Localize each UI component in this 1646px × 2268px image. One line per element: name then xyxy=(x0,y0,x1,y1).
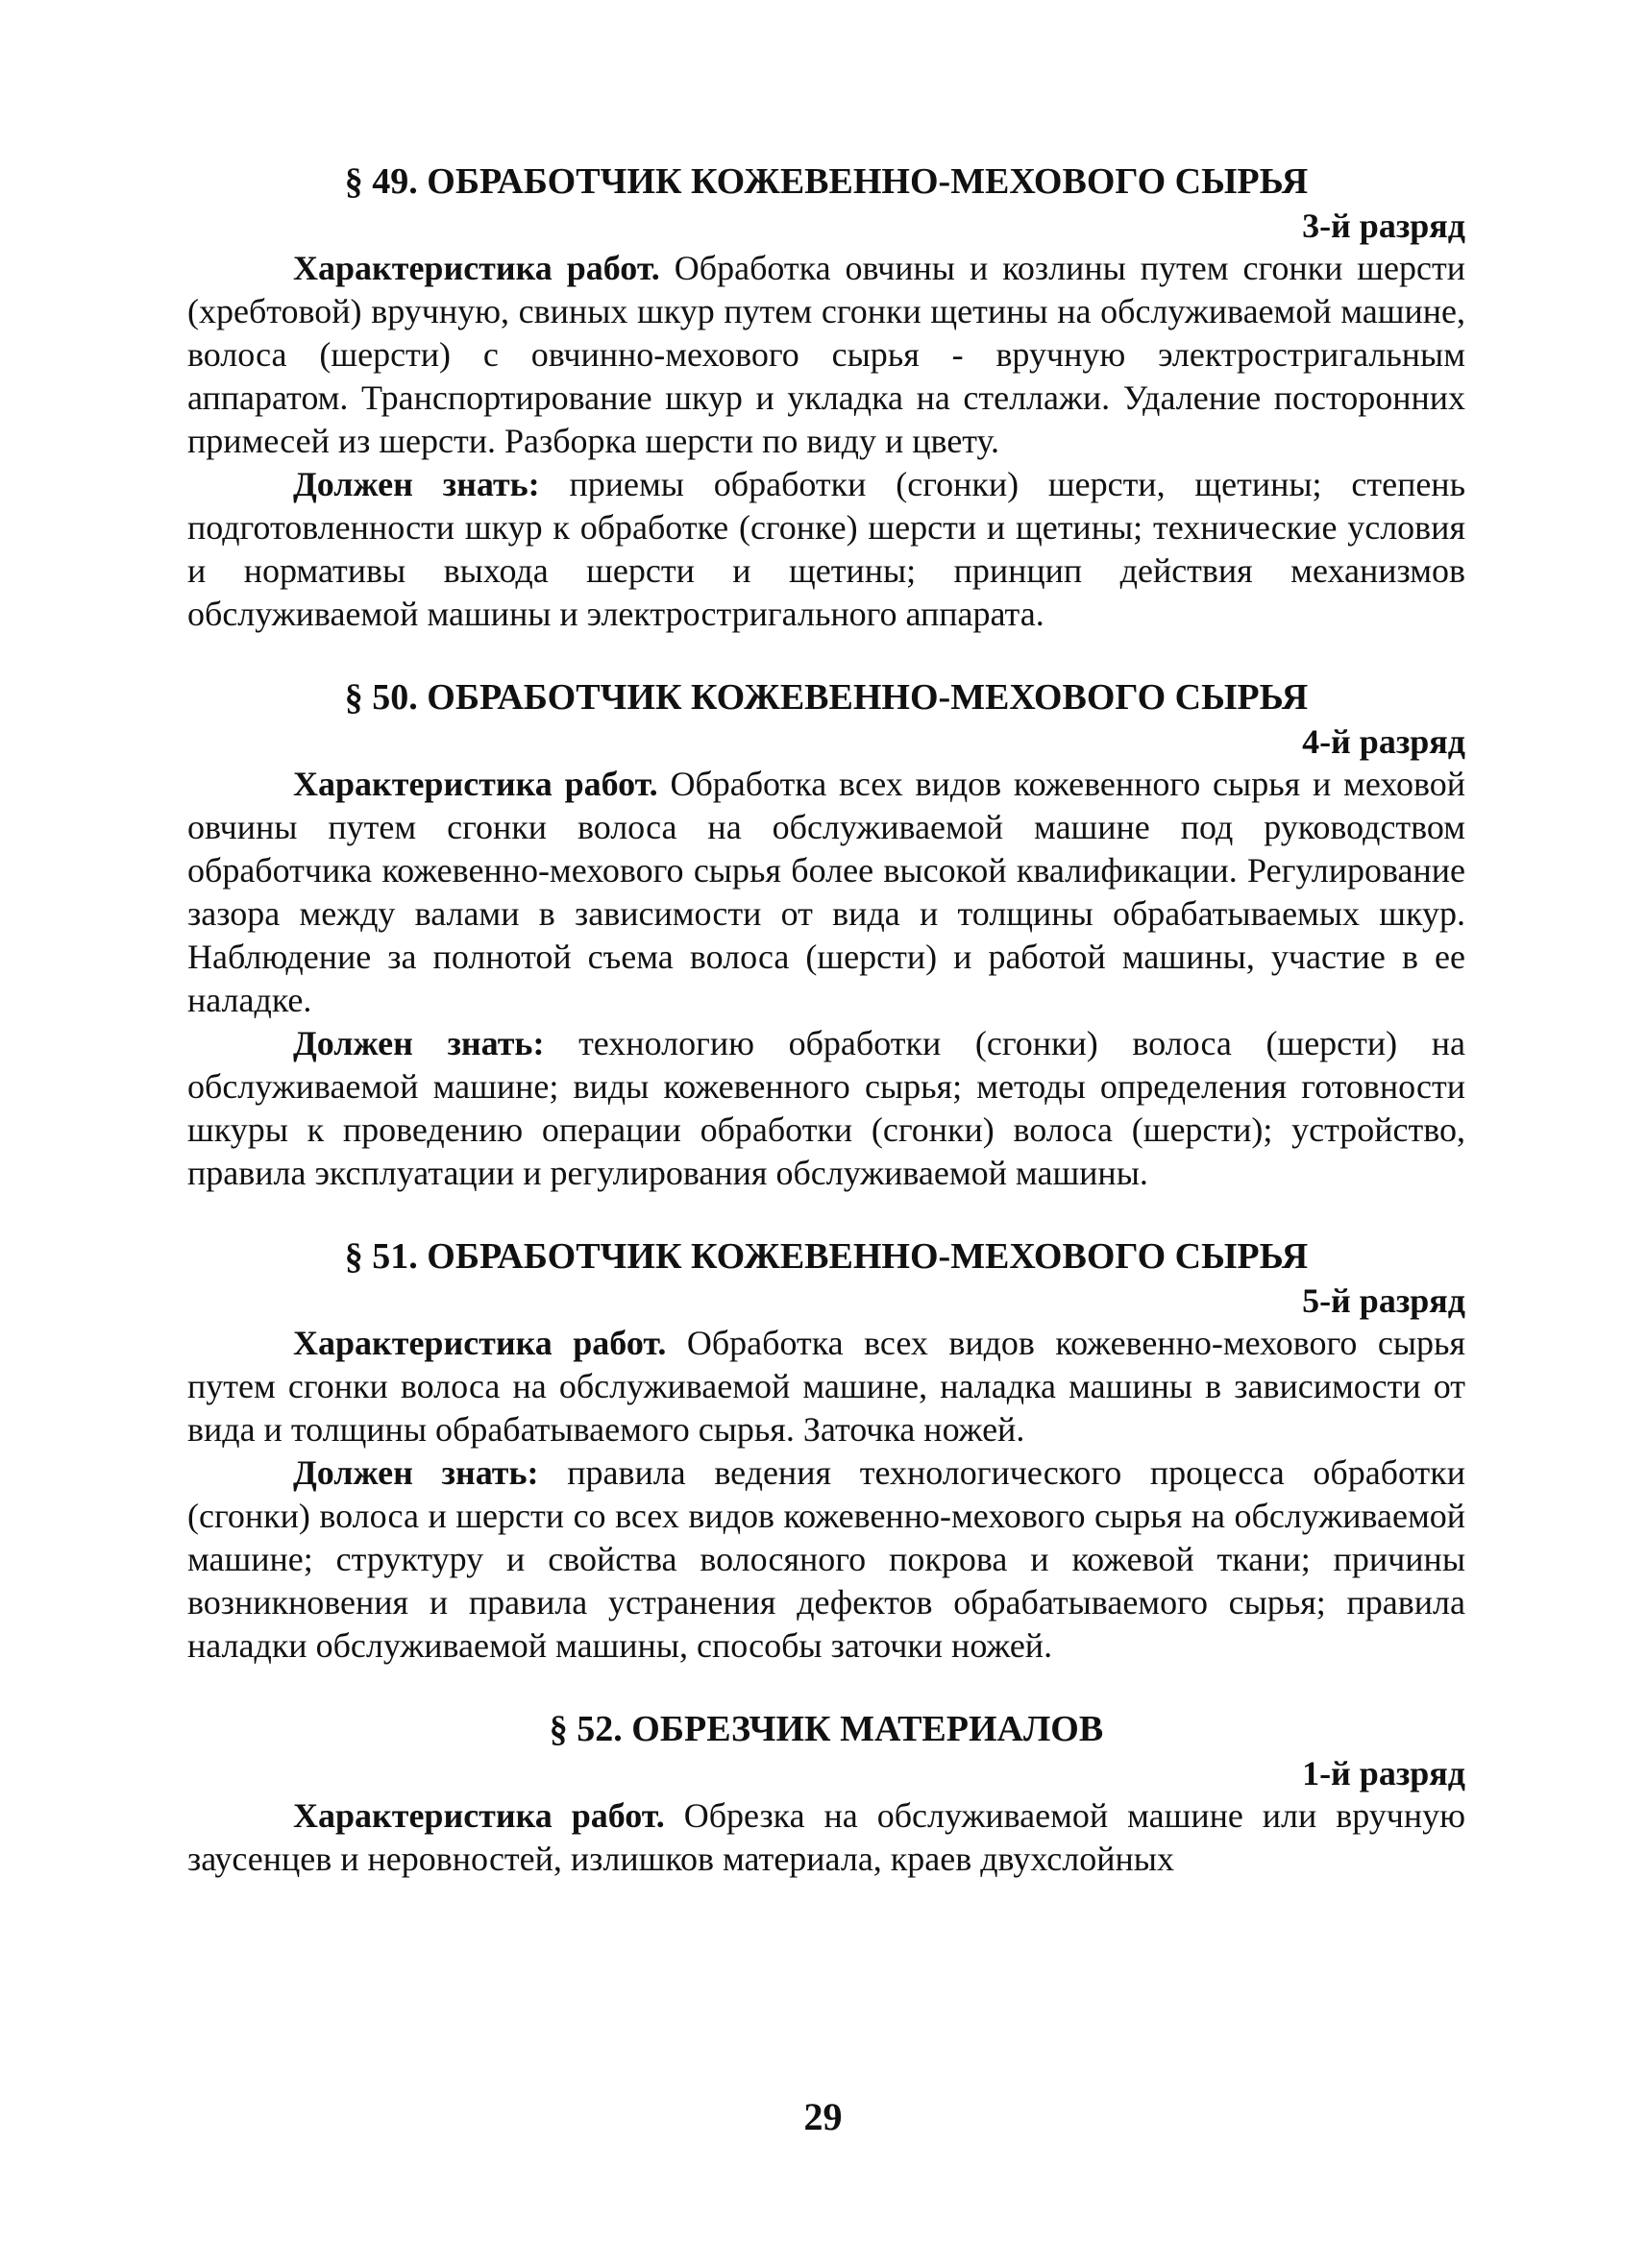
grade-label: 3-й разряд xyxy=(1302,207,1465,245)
know-text: технологию обработки (сгонки) волоса (шерсти) на обслуживаемой машине; виды кожевенного сырья; методы определения готовности шкуры к проведению операции обработки (сгонки) волоса (шерсти); устройство, правила эксплуатации и регулирования обслуживаемой машины. xyxy=(187,1024,1465,1192)
work-characteristics xyxy=(187,763,1465,1022)
section-49 xyxy=(187,159,1465,636)
section-title: § 50. ОБРАБОТЧИК КОЖЕВЕННО-МЕХОВОГО СЫРЬЯ xyxy=(344,677,1309,718)
page-number: 29 xyxy=(803,2095,843,2138)
work-label: Характеристика работ. xyxy=(293,765,658,803)
grade-label: 5-й разряд xyxy=(1302,1281,1465,1320)
must-know xyxy=(187,1451,1465,1668)
must-know xyxy=(187,1022,1465,1195)
section-51 xyxy=(187,1233,1465,1668)
know-label: Должен знать: xyxy=(293,1453,539,1492)
must-know xyxy=(187,463,1465,636)
grade-label: 1-й разряд xyxy=(1302,1754,1465,1792)
know-label: Должен знать: xyxy=(293,1024,545,1062)
know-text: правила ведения технологического процесса обработки (сгонки) волоса и шерсти со всех видов кожевенно-мехового сырья на обслуживаемой машине; структуру и свойства волосяного покрова и кожевой ткани; причины возникновения и правила устранения дефектов обрабатываемого сырья; правила наладки обслуживаемой машины, способы заточки ножей. xyxy=(187,1453,1465,1665)
section-title: § 49. ОБРАБОТЧИК КОЖЕВЕННО-МЕХОВОГО СЫРЬЯ xyxy=(344,161,1309,202)
know-label: Должен знать: xyxy=(293,465,540,503)
work-label: Характеристика работ. xyxy=(293,249,660,287)
work-text: Обработка овчины и козлины путем сгонки шерсти (хребтовой) вручную, свиных шкур путем сгонки щетины на обслуживаемой машине, волоса (шерсти) с овчинно-мехового сырья - вручную электростригальным аппаратом. Транспортирование шкур и укладка на стеллажи. Удаление посторонних примесей из шерсти. Разборка шерсти по виду и цвету. xyxy=(187,249,1465,460)
work-characteristics xyxy=(187,1322,1465,1451)
work-characteristics xyxy=(187,1794,1465,1881)
section-title: § 51. ОБРАБОТЧИК КОЖЕВЕННО-МЕХОВОГО СЫРЬЯ xyxy=(344,1236,1309,1277)
section-52 xyxy=(187,1706,1465,1881)
section-50 xyxy=(187,674,1465,1195)
work-label: Характеристика работ. xyxy=(293,1796,665,1835)
work-text: Обработка всех видов кожевенно-мехового сырья путем сгонки волоса на обслуживаемой машине, наладка машины в зависимости от вида и толщины обрабатываемого сырья. Заточка ножей. xyxy=(187,1324,1466,1449)
work-label: Характеристика работ. xyxy=(293,1324,667,1362)
work-text: Обработка всех видов кожевенного сырья и меховой овчины путем сгонки волоса на обслуживаемой машине под руководством обработчика кожевенно-мехового сырья более высокой квалификации. Регулирование зазора между валами в зависимости от вида и толщины обрабатываемых шкур. Наблюдение за полнотой съема волоса (шерсти) и работой машины, участие в ее наладке. xyxy=(187,765,1465,1019)
grade-label: 4-й разряд xyxy=(1302,722,1465,761)
document-page xyxy=(187,159,1465,1919)
know-text: приемы обработки (сгонки) шерсти, щетины; степень подготовленности шкур к обработке (сгонке) шерсти и щетины; технические условия и нормативы выхода шерсти и щетины; принцип действия механизмов обслуживаемой машины и электростригального аппарата. xyxy=(187,465,1465,633)
work-text: Обрезка на обслуживаемой машине или вручную заусенцев и неровностей, излишков материала, краев двухслойных xyxy=(187,1796,1465,1878)
section-title: § 52. ОБРЕЗЧИК МАТЕРИАЛОВ xyxy=(549,1709,1104,1749)
work-characteristics xyxy=(187,247,1465,463)
